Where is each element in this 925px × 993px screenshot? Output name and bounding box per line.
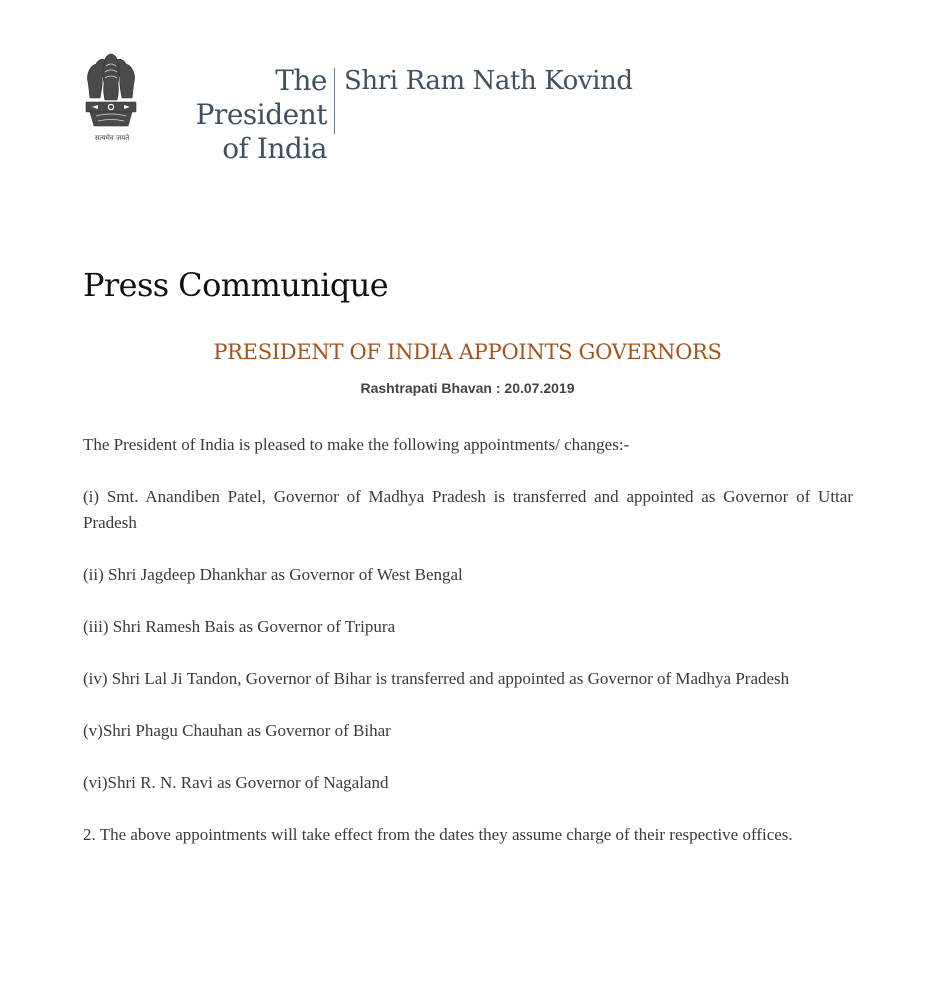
appointment-item: (vi)Shri R. N. Ravi as Governor of Nagaland <box>83 773 389 792</box>
communique-body <box>83 432 853 848</box>
title-divider <box>334 68 335 134</box>
appointment-item: (iv) Shri Lal Ji Tandon, Governor of Bihar is transferred and appointed as Governor of Madhya Pradesh <box>83 669 790 688</box>
appointment-item: (i) Smt. Anandiben Patel, Governor of Madhya Pradesh is transferred and appointed as Governor of Uttar Pradesh <box>83 487 853 532</box>
emblem-motto: सत्यमेव जयते <box>94 134 130 142</box>
page-title: Press Communique <box>83 266 389 304</box>
letterhead <box>82 52 642 165</box>
national-emblem-icon <box>82 52 140 148</box>
appointment-item: (ii) Shri Jagdeep Dhankhar as Governor of West Bengal <box>83 565 463 584</box>
appointment-item: (v)Shri Phagu Chauhan as Governor of Bihar <box>83 721 391 740</box>
closing-paragraph: 2. The above appointments will take effect from the dates they assume charge of their respective offices. <box>83 825 793 844</box>
office-title-line1: The President <box>195 64 327 131</box>
office-title <box>150 64 327 166</box>
appointment-item: (iii) Shri Ramesh Bais as Governor of Tripura <box>83 617 396 636</box>
office-title-line2: of India <box>222 132 327 165</box>
president-name: Shri Ram Nath Kovind <box>344 66 633 96</box>
intro-paragraph: The President of India is pleased to make the following appointments/ changes:- <box>83 435 630 454</box>
headline: PRESIDENT OF INDIA APPOINTS GOVERNORS <box>213 340 722 364</box>
dateline: Rashtrapati Bhavan : 20.07.2019 <box>360 380 575 396</box>
